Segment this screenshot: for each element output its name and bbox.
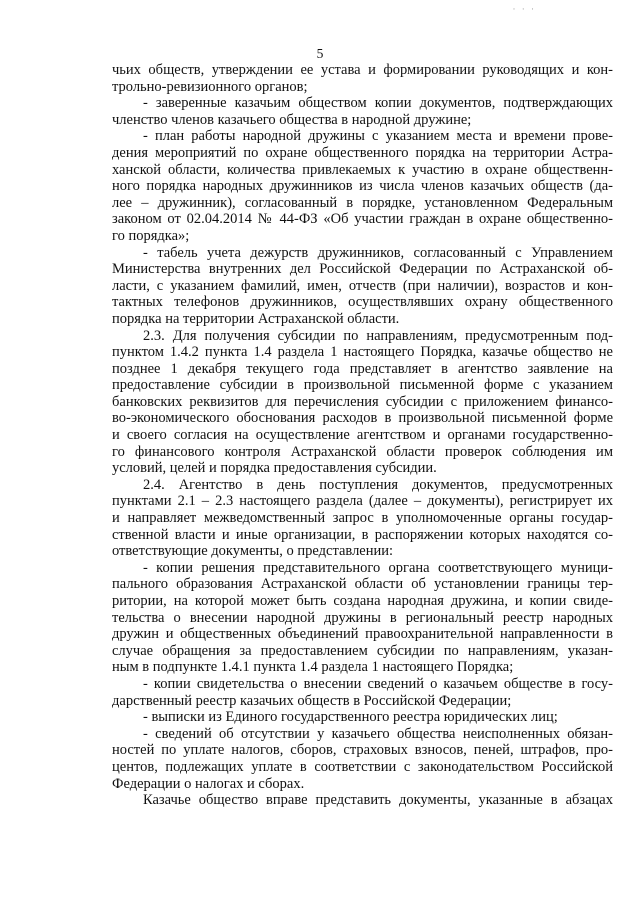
text-line: го порядка»; — [112, 227, 190, 244]
page-number: 5 — [316, 46, 324, 61]
text-line: Федерации о налогах и сборах. — [112, 775, 305, 792]
text-line: ным в подпункте 1.4.1 пункта 1.4 раздела 1 настоящего Порядка; — [112, 659, 514, 676]
text-line: тельства о внесении народной дружины в региональный реестр народных — [112, 609, 613, 626]
text-line: Министерства внутренних дел Российской Федерации по Астраханской об- — [112, 261, 613, 278]
text-line: ритории, на которой может быть создана народная дружина, и копии свиде- — [112, 593, 613, 609]
text-line: ного порядка народных дружинников из числа членов казачьих обществ (да- — [112, 178, 613, 195]
text-line: - план работы народной дружины с указанием места и времени прове- — [143, 128, 613, 145]
text-line: Казачье общество вправе представить документы, указанные в абзацах — [143, 792, 613, 809]
text-line: - табель учета дежурств дружинников, согласованный с Управлением — [143, 244, 613, 261]
text-line: тактных телефонов дружинников, осуществлявших охрану общественного — [112, 294, 613, 311]
text-line: ласти, с указанием фамилий, имен, отчеств (при наличии), возрастов и кон- — [112, 277, 613, 294]
text-line: - копии свидетельства о внесении сведений о казачьем обществе в госу- — [143, 675, 613, 692]
text-line: во-экономического обоснования расходов в произвольной письменной форме — [112, 410, 613, 427]
text-line: позднее 1 декабря текущего года представляет в агентство заявление на — [112, 360, 613, 377]
text-line: ностей по уплате налогов, сборов, страховых взносов, пеней, штрафов, про- — [112, 742, 613, 759]
text-line: членство членов казачьего общества в народной дружине; — [112, 111, 472, 128]
text-line: и направляет межведомственный запрос в уполномоченные органы государ- — [112, 510, 613, 527]
text-line: лее – дружинник), согласованный в порядке, установленном Федеральным — [112, 194, 613, 211]
text-line: пунктами 2.1 – 2.3 настоящего раздела (далее – документы), регистрирует их — [112, 493, 613, 510]
text-line: и своего согласия на осуществление агентством и органами государственно- — [112, 427, 613, 444]
text-line: законом от 02.04.2014 № 44-ФЗ «Об участии граждан в охране общественно- — [112, 211, 613, 228]
text-line: центов, подлежащих уплате в соответствии с законодательством Российской — [112, 758, 613, 775]
text-line: случае обращения за предоставлением субсидии по направлениям, указан- — [112, 642, 613, 659]
scan-marks: · · · — [512, 4, 536, 14]
text-line: ответствующие документы, о представлении: — [112, 543, 394, 560]
text-line: ственной власти и иные организации, в распоряжении которых находятся со- — [112, 526, 613, 543]
text-line: порядка на территории Астраханской области. — [112, 310, 400, 327]
text-line: 2.3. Для получения субсидии по направлениям, предусмотренным под- — [143, 327, 613, 344]
text-line: пунктом 1.4.2 пункта 1.4 раздела 1 настоящего Порядка, казачье общество не — [112, 344, 613, 361]
text-line: дружин и общественных объединений правоохранительной направленности в — [112, 626, 613, 643]
text-line: ханской области, количества привлекаемых к участию в охране общественн- — [112, 161, 613, 178]
text-line: пального образования Астраханской области об установлении границы тер- — [112, 576, 613, 593]
text-line: - заверенные казачьим обществом копии документов, подтверждающих — [143, 95, 613, 112]
text-line: чьих обществ, утверждении ее устава и формировании руководящих и кон- — [112, 62, 613, 78]
text-line: - копии решения представительного органа соответствующего муници- — [143, 559, 613, 576]
text-line: трольно-ревизионного органов; — [112, 78, 308, 95]
text-line: условий, целей и порядка предоставления субсидии. — [112, 460, 437, 477]
text-line: - сведений об отсутствии у казачьего общества неисполненных обязан- — [143, 725, 613, 742]
text-line: го финансового контроля Астраханской области проверок соблюдения им — [112, 443, 613, 460]
text-line: банковских реквизитов для перечисления субсидии с приложением финансо- — [112, 393, 613, 410]
document-body — [112, 62, 613, 809]
text-line: дарственный реестр казачьих обществ в Российской Федерации; — [112, 692, 512, 709]
text-line: дения мероприятий по охране общественного порядка на территории Астра- — [112, 144, 613, 161]
text-line: предоставление субсидии в произвольной письменной форме с указанием — [112, 377, 613, 394]
text-line: - выписки из Единого государственного реестра юридических лиц; — [143, 709, 558, 726]
text-line: 2.4. Агентство в день поступления документов, предусмотренных — [143, 476, 613, 493]
